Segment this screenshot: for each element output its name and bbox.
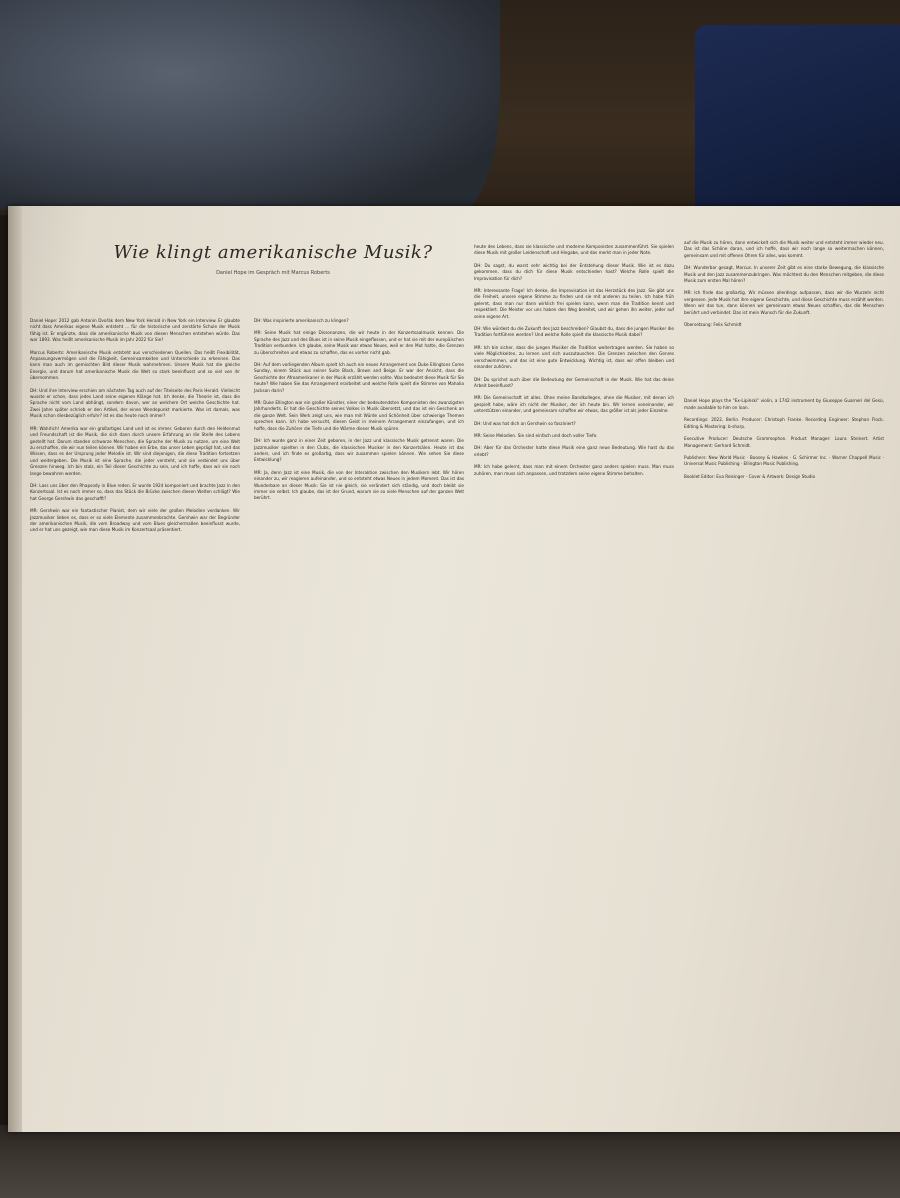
paragraph: auf die Musik zu hören, dann entwickelt sich die Musik weiter und entsteht immer wieder neu. Das ist das Schöne daran, und ich hoffe, dass wir noch lange so weitermachen können, gemeinsam und mit offenen Ohren für alles, was kommt. [684,240,884,258]
blue-cloth [695,25,900,210]
paragraph: MR: Gershwin war ein fantastischer Pianist, dem wir viele der großen Melodien verdanken. Wir Jazzmusiker lieben es, dass er so viele Elemente zusammenbrachte. Gershwin war der Begründer der amerikanischen Musik, die vom Broadway und vom Blues gleichermaßen beeinflusst wurde, und er hat uns gezeigt, wie man diese Musik im Konzertsaal präsentiert. [30,508,240,533]
paragraph: heute des Lebens, dass sie klassische und moderne Komponisten zusammenführt. Sie spielen diese Musik mit großer Leidenschaft und Hingabe, und das merkt man in jeder Note. [474,244,674,256]
credit-line: Daniel Hope plays the "Ex-Lipiński" violin, a 1742 instrument by Giuseppe Guarneri del Gesù, made available to him on loan. [684,398,884,410]
text-column-1 [30,318,240,540]
paragraph: MR: Ich bin sicher, dass die jungen Musiker die Tradition weitertragen werden. Sie haben so viele Möglichkeiten, zu lernen und sich auszutauschen. Die Grenzen zwischen den Genres verschwimmen, und das ist eine gute Entwicklung. Wichtig ist, dass wir offen bleiben und einander zuhören. [474,344,674,370]
credit-line: Booklet Editor: Eva Reisinger · Cover & Artwork: Design Studio [684,473,816,479]
paragraph: Daniel Hope: 2012 gab Antonín Dvořák dem New York Herald in New York ein Interview. Er glaubte nicht dass Amerikas eigene Musik entsteht ... für die historische und zerstörte Schule der Musik fähig ist. Er ergänzte, dass die amerikanische Musik von diesen Menschen entstehen würde. Das war 1893. Was heißt amerikanische Musik im Jahr 2022 für Sie? [30,318,240,343]
credits-block [684,398,884,480]
paragraph: MR: Interessante Frage! Ich denke, die Improvisation ist das Herzstück des Jazz. Sie gibt uns die Freiheit, unsere eigene Stimme zu finden und sie mit anderen zu teilen. Ich habe früh gelernt, dass man nur dann wirklich frei spielen kann, wenn man die Tradition kennt und respektiert. Die Meister vor uns haben den Weg bereitet, und wir gehen ihn weiter, jeder auf seine eigene Art. [474,288,674,319]
page-edge [8,206,22,1132]
paragraph: MR: Die Gemeinschaft ist alles. Ohne meine Bandkollegen, ohne die Musiker, mit denen ich gespielt habe, wäre ich nicht der Musiker, der ich heute bin. Wir lernen voneinander, wir unterstützen einander, und gemeinsam schaffen wir etwas, das größer ist als jeder Einzelne. [474,395,674,414]
credit-line: Recordings: 2022, Berlin. Producer: Christoph Franke. Recording Engineer: Stephan Flock. Editing & Mastering: b-sharp. [684,417,884,429]
paragraph: MR: Ich habe gelernt, dass man mit einem Orchester ganz anders spielen muss. Man muss zuhören, man muss sich anpassen, und trotzdem seine eigene Stimme behalten. [474,464,674,476]
paragraph: DH: Du sprichst auch über die Bedeutung der Gemeinschaft in der Musik. Wie hat das deine Arbeit beeinflusst? [474,376,674,388]
paragraph: DH: Ich wurde ganz in einer Zeit geboren, in der Jazz und klassische Musik getrennt waren. Die Jazzmusiker spielten in den Clubs, die klassischen Musiker in den Konzertsälen. Heute ist das anders, und ich finde es großartig, dass wir zusammen spielen können. Wie sehen Sie diese Entwicklung? [254,438,464,463]
page-title: Wie klingt amerikanische Musik? [113,242,433,263]
text-column-3 [474,244,674,483]
paragraph: DH: Wie würdest du die Zukunft des Jazz beschreiben? Glaubst du, dass die jungen Musiker die Tradition fortführen werden? Und welche Rolle spielt die klassische Musik dabei? [474,326,674,338]
paragraph: DH: Aber für das Orchester hatte diese Musik eine ganz neue Bedeutung. Wie hast du das erlebt? [474,445,674,457]
grey-cloth [0,0,500,210]
paragraph: MR: Ja, denn Jazz ist eine Musik, die von der Interaktion zwischen den Musikern lebt. Wir hören einander zu, wir reagieren aufeinander, und so entsteht etwas Neues in jedem Moment. Das ist das Wunderbare an dieser Musik: Sie ist nie gleich, sie verändert sich ständig, und doch bleibt sie immer sie selbst. Ich glaube, das ist der Grund, warum sie so viele Menschen auf der ganzen Welt berührt. [254,469,464,501]
paragraph: DH: Du sagst, du warst sehr wichtig bei der Entstehung dieser Musik. Wie ist es dazu gekommen, dass du dich für diese Musik entschieden hast? Welche Rolle spielt die Improvisation für dich? [474,262,674,281]
paragraph: MR: Seine Melodien. Sie sind einfach und doch voller Tiefe. [474,432,598,438]
paragraph: DH: Auf dem vorliegenden Album spielt Ich auch ein neues Arrangement von Duke Ellingtons Come Sunday, einem Stück aus seiner Suite Black, Brown and Beige. Er war der Ansicht, dass die Geschichte der Afroamerikaner in der Musik erzählt werden sollte. Was bedeutet diese Musik für Sie heute? Wie haben Sie das Arrangement erarbeitet und welche Rolle spielt die Stimme von Mahalia Jackson darin? [254,362,464,393]
credit-line: Executive Producer: Deutsche Grammophon. Product Manager: Laura Steinert. Artist Management: Gerhard Schmidt. [684,436,884,448]
paragraph: MR: Wahrlich! Amerika war ein großartiges Land und ist es immer. Geboren durch den Heldenmut und Freundschaft ist die Musik, die sich dann durch unsere Erfahrung an die Stelle des Lebens gestellt hat. Darum standen schwarze Menschen, die Sprache der Musik zu nutzen, um eine Welt zu erschaffen, die wir nun teilen können. Wir haben ein Erbe, das unser Leben geprägt hat, und das Wissen, dass es der Ursprung jeder Melodie ist. Wir sind diejenigen, die diese Tradition fortsetzen und weitergeben. Die Musik ist eine Sprache, die jeder versteht, und sie verbindet uns über Grenzen hinweg. Ich bin stolz, ein Teil dieser Geschichte zu sein, und ich hoffe, dass wir sie noch lange bewahren werden. [30,425,240,476]
paragraph: DH: Und was hat dich an Gershwin so fasziniert? [474,420,576,426]
paragraph: Marcus Roberts: Amerikanische Musik entsteht aus verschiedenen Quellen. Das heißt Flexibilität, Anpassungsvermögen und die Fähigkeit, Gemeinsamkeiten und Unterschiede zu erkennen. Das kann man auch im gemischten Bild dieser Musik wahrnehmen. Unsere Musik hat die gleiche Energie, und darum hat amerikanische Musik die Welt so stark beeinflusst und so viel von ihr übernommen. [30,349,240,381]
paragraph: MR: Duke Ellington war ein großer Künstler, einer der bedeutendsten Komponisten des zwanzigsten Jahrhunderts. Er hat die Geschichte seines Volkes in Musik übersetzt, und das ist ein Geschenk an die ganze Welt. Sein Werk zeigt uns, wie man mit Würde und Schönheit über schwierige Themen sprechen kann. Ich habe versucht, diesen Geist in meinem Arrangement einzufangen, und ich hoffe, dass die Zuhörer die Tiefe und die Wärme dieser Musik spüren. [254,400,464,431]
background-bottom [0,1125,900,1198]
credit-line: Publishers: New World Music · Boosey & Hawkes · G. Schirmer Inc. · Warner Chappell Music · Universal Music Publishing · Ellington Music Publishing. [684,454,884,467]
paragraph: DH: Lass uns über den Rhapsody in Blue reden. Er wurde 1924 komponiert und brachte Jazz in den Konzertsaal. Ist es noch immer so, dass das Stück die Brücke zwischen diesen Welten schlägt? Wie hat George Gershwin das geschafft? [30,482,240,501]
text-column-2 [254,318,464,508]
paragraph: DH: Wunderbar gesagt, Marcus. In unserer Zeit gibt es eine starke Bewegung, die klassische Musik und den Jazz zusammenzubringen. Was möchtest du den Menschen mitgeben, die diese Musik zum ersten Mal hören? [684,265,884,284]
paragraph: DH: Und ihre Interview erschien am nächsten Tag auch auf der Titelseite des Paris Herald. Vielleicht wusste er schon, dass jedes Land seine eigenen Klänge hat. Ich denke, die Theorie ist, dass die Sprache nicht vom Land abhängt, sondern davon, wer an welchem Ort welche Geschichte hat. Zwei Jahre später schrieb er den Artikel, der einen Wendepunkt markierte. Was ist damals, was Musik schon diesbezüglich erfuhr? Ist es das heute noch immer? [30,387,240,419]
text-column-4 [684,240,884,486]
paragraph: DH: Was inspirierte amerikanisch zu klingen? [254,318,349,323]
page-subtitle: Daniel Hope im Gespräch mit Marcus Roberts [216,270,330,276]
paragraph: MR: Ich finde das großartig. Wir müssen allerdings aufpassen, dass wir die Wurzeln nicht vergessen. Jede Musik hat ihre eigene Geschichte, und diese Geschichte muss erzählt werden. Wenn wir das tun, dann können wir gemeinsam etwas Neues schaffen, das die Menschen berührt und verbindet. Das ist mein Wunsch für die Zukunft. [684,290,884,315]
paragraph: MR: Seine Musik hat einige Dissonanzen, die wir heute in der Konzertsaalmusik kennen. Die Sprache des Jazz und des Blues ist in seine Musik eingeflossen, und er hat sie mit der europäischen Tradition verbunden. Ich glaube, seine Musik war etwas Neues, weil er den Mut hatte, die Grenzen zu überschreiten und etwas zu schaffen, das es vorher nicht gab. [254,330,464,355]
booklet-page [8,206,900,1132]
translator-credit: Übersetzung: Felix Schmidt [684,322,742,328]
